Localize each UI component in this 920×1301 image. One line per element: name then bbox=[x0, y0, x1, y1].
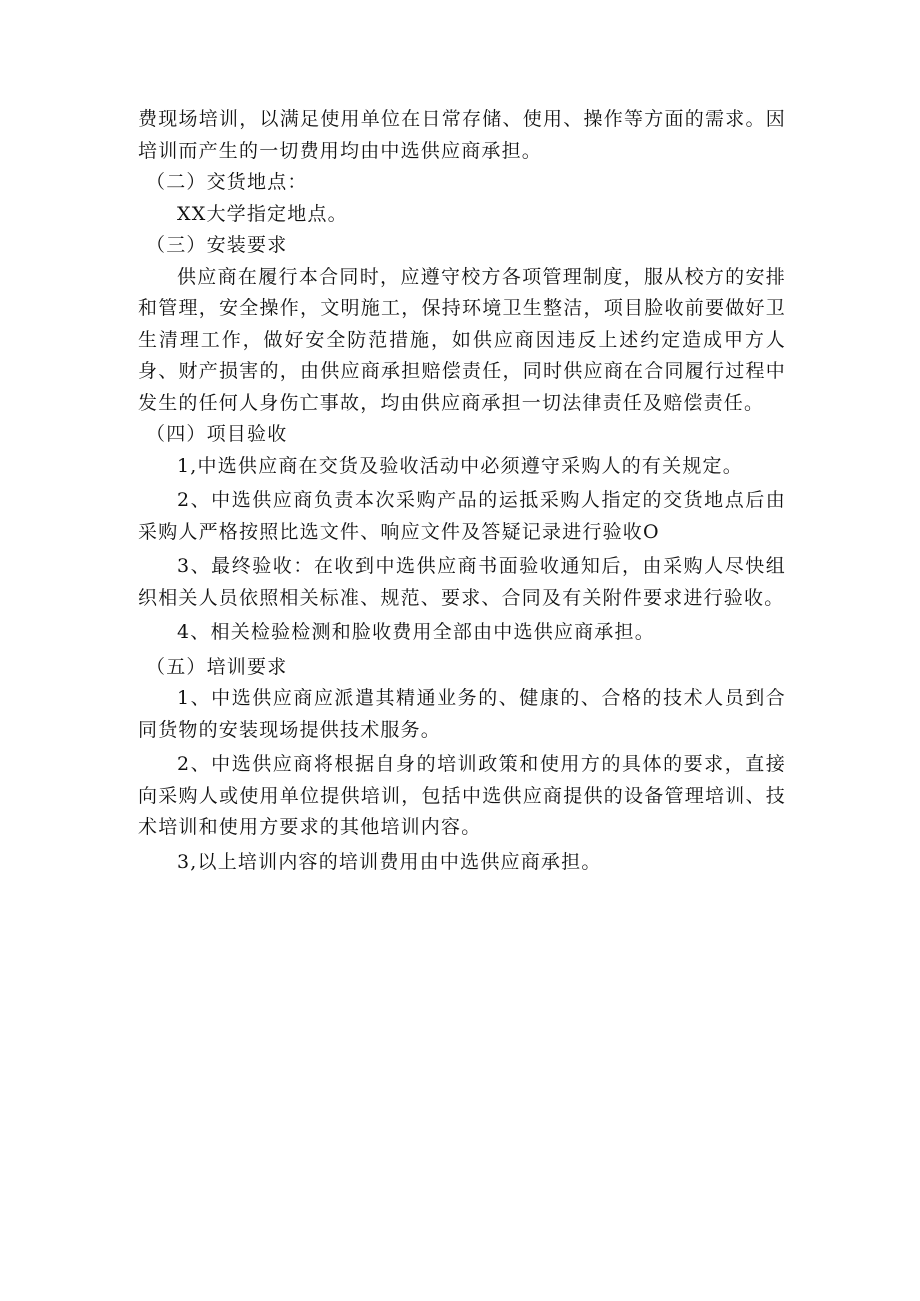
paragraph-acceptance-3: 3、最终验收：在收到中选供应商书面验收通知后，由采购人尽快组织相关人员依照相关标准、规范、要求、合同及有关附件要求进行验收。 bbox=[138, 555, 786, 609]
paragraph-installation: 供应商在履行本合同时，应遵守校方各项管理制度，服从校方的安排和管理，安全操作，文明施工，保持环境卫生整洁，项目脸收前要做好卫生清理工作，做好安全防范措施，如供应商因违反上述约定造成甲方人身、财产损害的，由供应商承担赔偿责任，同时供应商在合同履行过程中发生的任何人身伤亡事故，均由供应商承担一切法律责任及赔偿责任。 bbox=[138, 265, 786, 414]
paragraph-delivery-location: XX大学指定地点。 bbox=[177, 202, 348, 225]
paragraph-training-continuation: 费现场培训，以满足使用单位在日常存储、使用、操作等方面的需求。因培训而产生的一切费用均由中选供应商承担。 bbox=[138, 108, 786, 162]
section-heading-installation: （三）安装要求 bbox=[146, 234, 288, 256]
paragraph-training-2: 2、中选供应商将根据自身的培训政策和使用方的具体的要求，直接向采购人或使用单位提供培训，包括中选供应商提供的设备管理培训、技术培训和使用方要求的其他培训内容。 bbox=[138, 753, 786, 838]
section-heading-acceptance: （四）项目验收 bbox=[146, 423, 288, 445]
section-heading-delivery-location: （二）交货地点： bbox=[146, 171, 308, 193]
document-body bbox=[138, 104, 786, 878]
paragraph-acceptance-2: 2、中选供应商负责本次采购产品的运抵采购人指定的交货地点后由采购人严格按照比选文件、响应文件及答疑记录进行验收O bbox=[138, 489, 786, 543]
section-heading-training: （五）培训要求 bbox=[146, 655, 288, 678]
paragraph-training-3: 3,以上培训内容的培训费用由中选供应商承担。 bbox=[177, 850, 602, 873]
paragraph-training-1: 1、中选供应商应派遣其精通业务的、健康的、合格的技术人员到合同货物的安装现场提供技术服务。 bbox=[138, 687, 786, 741]
paragraph-acceptance-4: 4、相关检验检测和脸收费用全部由中选供应商承担。 bbox=[177, 621, 655, 643]
paragraph-acceptance-1: 1,中选供应商在交货及验收活动中必须遵守采购人的有关规定。 bbox=[177, 454, 743, 477]
